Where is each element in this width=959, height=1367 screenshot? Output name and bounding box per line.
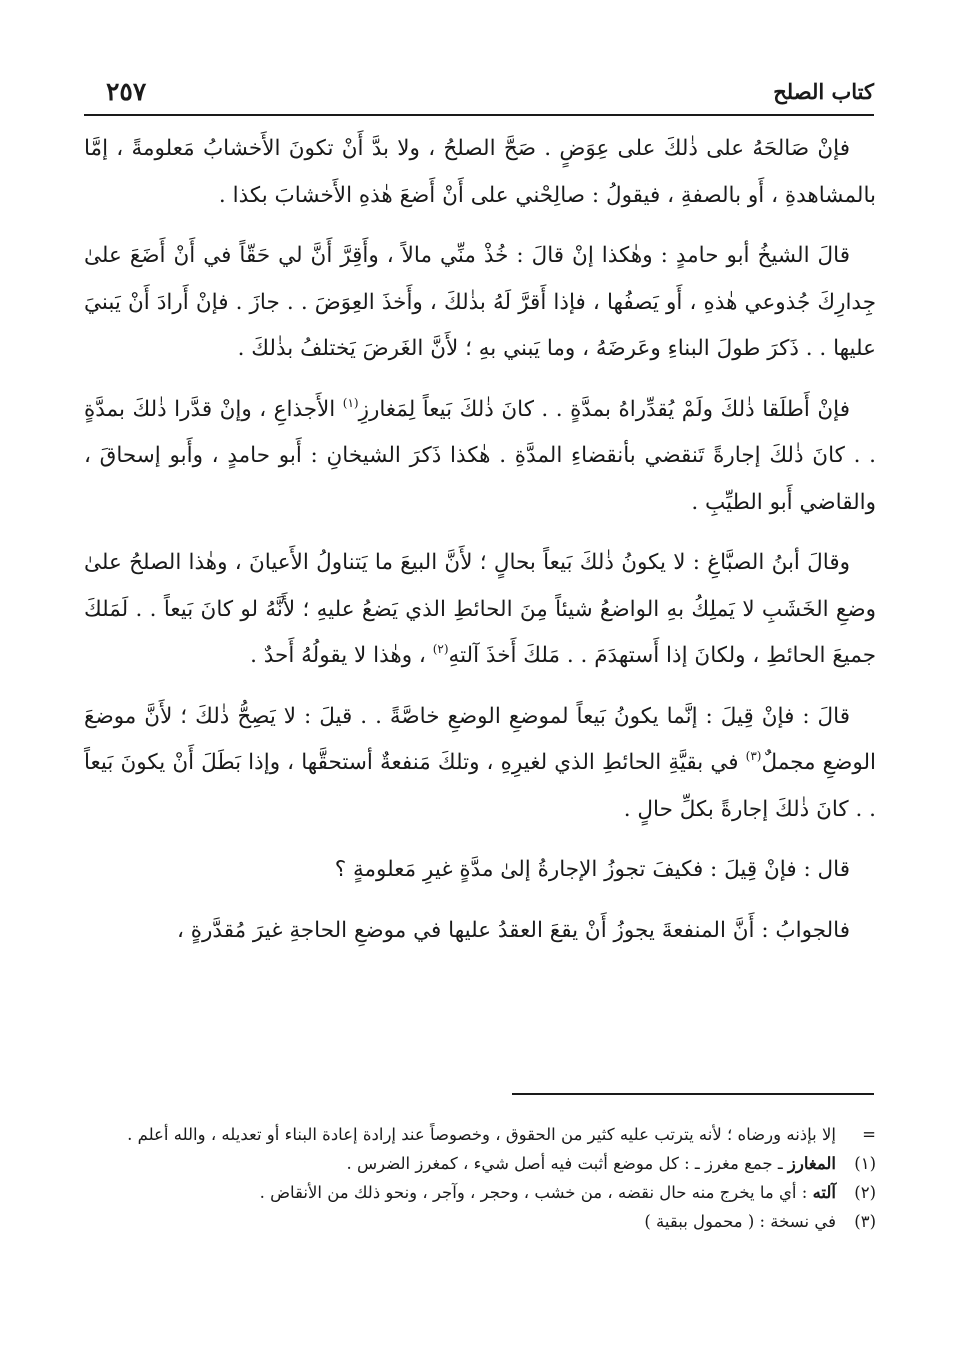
footnote-ref-2[interactable]: (٢) (432, 642, 449, 656)
footnote-ref-1[interactable]: (١) (342, 395, 359, 410)
paragraph-2: قالَ الشيخُ أبو حامدٍ : وهٰكذا إنْ قالَ : خُذْ منِّي مالاً ، وأَقِرَّ أَنَّ لي حَقّاً في أَنْ أَضَعَ علىٰ جِدارِكَ جُذوعي هٰذهِ ، أَو يَصفُها ، فإذا أَقرَّ لَهُ بذٰلكَ ، وأَخذَ العِوَضَ . . جازَ . فإنْ أَرادَ أَنْ يَبنيَ عليها . . ذَكرَ طولَ البناءِ وعَرضَهُ ، وما يَبني بهِ ؛ لأَنَّ الغَرضَ يَختلفُ بذٰلكَ . (84, 243, 876, 361)
footnote-continuation (84, 1120, 876, 1149)
header-rule (84, 114, 874, 116)
paragraph-4-text-after: ، وهٰذا لا يقولُهُ أَحدٌ . (250, 643, 433, 668)
footnote-text: ـ جمع مغرز ـ : كل موضع أثبت فيه أصل شيء ، كمغرز الضرس . (346, 1154, 788, 1173)
paragraph-7: فالجوابُ : أَنَّ المنفعةَ يجوزُ أَنْ يقعَ العقدُ عليها في موضعِ الحاجةِ غيرَ مُقدَّرةٍ ، (177, 917, 850, 943)
paragraph-5-text-after: في بقيَّةِ الحائطِ الذي لغيرِهِ ، وتلكَ مَنفعةٌ أستحقَّها ، وإذا بَطَلَ أَنْ يكونَ بَيعاً . . كانَ ذٰلكَ إجارةً بكلِّ حالٍ . (84, 750, 876, 822)
paragraph-4 (84, 540, 876, 680)
running-title: كتاب الصلح (773, 79, 874, 104)
footnote-2 (84, 1178, 876, 1207)
paragraph-4-text-before: وقالَ أبنُ الصبَّاغِ : لا يكونُ ذٰلكَ بَيعاً بحالٍ ؛ لأَنَّ البيعَ ما يَتناولُ الأَعيانَ ، وهٰذا الصلحُ علىٰ وضعِ الخَشَبِ لا يَملِكُ بهِ الواضعُ شيئاً مِنَ الحائطِ الذي يَضعُ عليهِ ؛ لأَنَّهُ لو كانَ بَيعاً . . لَمَلكَ جميعَ الحائطِ ، ولكانَ إذا أَستهدَمَ . . مَلكَ أَخذَ آلتهِ (84, 550, 876, 668)
footnote-mark: = (862, 1125, 876, 1144)
footnote-separator (512, 1093, 874, 1095)
footnote-mark: (١) (854, 1154, 876, 1173)
footnote-mark: (٢) (854, 1183, 876, 1202)
footnote-text: : أي ما يخرج منه حال نقضه ، من خشب ، وحجر ، وآجر ، ونحو ذلك من الأنقاض . (259, 1183, 813, 1202)
paragraph-6: قال : فإنْ قِيلَ : فكيفَ تجوزُ الإجارةُ إلىٰ مدَّةٍ غيرِ مَعلومةٍ ؟ (334, 857, 850, 882)
paragraph-3-text-before: فإنْ أَطلَقا ذٰلكَ ولَمْ يُقدِّراهُ بمدَّةٍ . . كانَ ذٰلكَ بَيعاً لِمَغارزِ (358, 396, 850, 422)
paragraph-1: فإنْ صَالحَهُ على ذٰلكَ على عِوَضٍ . صَحَّ الصلحُ ، ولا بدَّ أَنْ تكونَ الأَخشابُ مَعلومةً ، إمَّا بالمشاهدةِ ، أَو بالصفةِ ، فيقولُ : صالِحْني على أَنْ أَضعَ هٰذهِ الأَخشابَ بكذا . (84, 136, 876, 208)
footnotes (84, 1120, 876, 1236)
paragraph-3-text-after: الأَجذاعِ ، وإنْ قدَّرا ذٰلكَ بمدَّةٍ . . كانَ ذٰلكَ إجارةً تَنقضي بأنقضاءِ المدَّةِ . هٰكذا ذَكرَ الشيخانِ : أَبو حامدٍ ، وأَبو إسحاقَ ، والقاضي أَبو الطيِّبِ . (84, 396, 876, 515)
footnote-text: إلا بإذنه ورضاه ؛ لأنه يترتب عليه كثير من الحقوق ، وخصوصاً عند إرادة إعادة البناء أو تعديله ، والله أعلم . (127, 1125, 836, 1144)
paragraph-5 (84, 694, 876, 834)
footnote-3 (84, 1207, 876, 1236)
footnote-1 (84, 1149, 876, 1178)
paragraph-5-text-before: قالَ : فإنْ قِيلَ : إنَّما يكونُ بَيعاً لموضعِ الوضعِ خاصَّةً . . قيلَ : لا يَصِحُّ ذٰلكَ ؛ لأَنَّ موضعَ الوضعِ مجملٌ (84, 703, 876, 775)
paragraph-3 (84, 387, 876, 527)
footnote-text: في نسخة : ( محمول ببقية ) (644, 1212, 836, 1231)
page-number: ٢٥٧ (106, 77, 147, 106)
page-header (84, 72, 874, 112)
footnote-mark: (٣) (854, 1212, 876, 1231)
main-text (84, 126, 876, 954)
footnote-ref-3[interactable]: (٣) (745, 749, 762, 763)
footnote-term: المغارز (787, 1154, 836, 1173)
footnote-term: آلته (812, 1183, 836, 1202)
